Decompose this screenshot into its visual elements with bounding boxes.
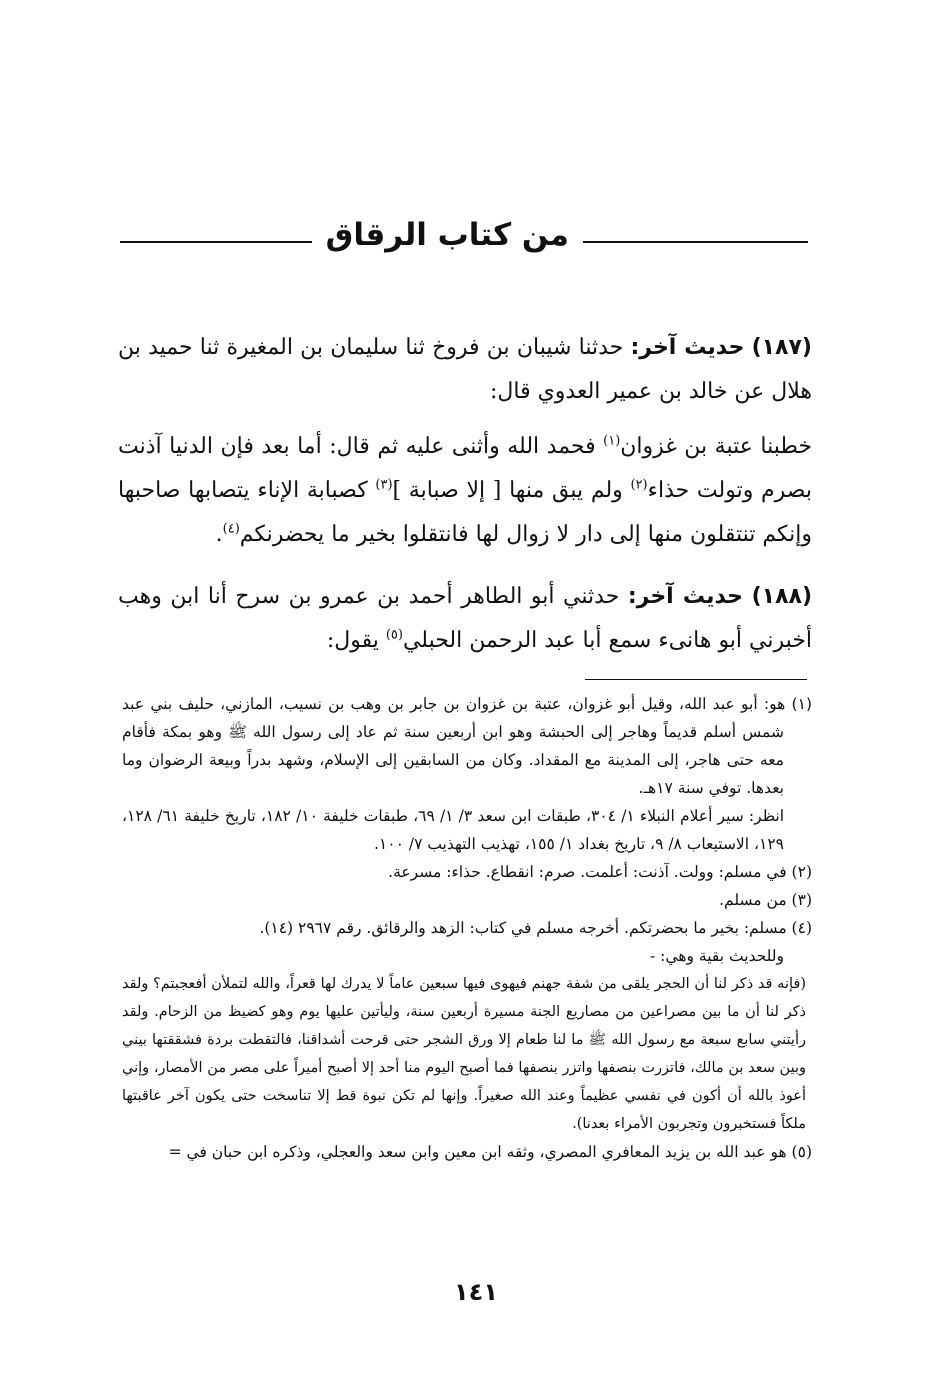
- matn-text-3: ولم يبق منها [ إلا صبابة ]: [392, 478, 631, 503]
- hadith-number: (١٨٧): [751, 335, 812, 360]
- hadith-187-matn: [118, 425, 812, 557]
- hadith-188-isnad: [118, 575, 812, 663]
- footnote-1-lead: (١) هو:: [763, 695, 812, 713]
- hadith-188: [118, 575, 812, 663]
- footnote-ref-4[interactable]: (٤): [222, 521, 240, 537]
- footnote-ref-2[interactable]: (٢): [630, 477, 648, 493]
- footnote-1: [122, 690, 812, 802]
- isnad-text-1: حدثني أبو الطاهر أحمد بن عمرو بن سرح أنا ابن وهب أخبرني أبو هانىء سمع أبا عبد الرحمن الحبلي: [118, 584, 812, 653]
- section-title: من كتاب الرقاق: [325, 217, 569, 253]
- hadith-187: [118, 326, 812, 414]
- matn-text-1: خطبنا عتبة بن غزوان: [620, 434, 812, 459]
- footnote-4-continuation: وللحديث بقية وهي: -: [650, 947, 784, 965]
- footnote-2: (٢) في مسلم: وولت. آذنت: أعلمت. صرم: انقطاع. حذاء: مسرعة.: [388, 863, 812, 881]
- footnote-3: (٣) من مسلم.: [719, 891, 812, 909]
- matn-text-2: فحمد الله وأثنى عليه ثم قال: أما بعد فإن الدنيا آذنت بصرم وتولت حذاء: [118, 434, 812, 503]
- header-rule-left: [120, 241, 312, 243]
- section-header: [120, 205, 808, 265]
- hadith-number: (١٨٨): [751, 584, 812, 609]
- footnote-ref-5[interactable]: (٥): [385, 627, 403, 643]
- page-number: ١٤١: [454, 1278, 498, 1306]
- isnad-text: حدثنا شيبان بن فروخ ثنا سليمان بن المغيرة ثنا حميد بن هلال عن خالد بن عمير العدوي قال:: [118, 335, 812, 404]
- hadith-label: حديث آخر:: [627, 584, 744, 609]
- hadith-187-isnad: [118, 326, 812, 414]
- footnote-4: (٤) مسلم: بخير ما بحضرتكم. أخرجه مسلم في كتاب: الزهد والرقائق. رقم ٢٩٦٧ (١٤).: [259, 919, 812, 937]
- footnotes: [122, 690, 812, 1166]
- header-rule-right: [583, 241, 808, 243]
- matn-paragraph: [118, 425, 812, 557]
- matn-text-4: كصبابة الإناء يتصابها صاحبها وإنكم تنتقلون منها إلى دار لا زوال لها فانتقلوا بخير ما يحضرنكم: [118, 478, 812, 547]
- isnad-text-2: يقول:: [326, 628, 386, 653]
- footnote-ref-1[interactable]: (١): [603, 433, 621, 449]
- footnote-1-refs: انظر: سير أعلام النبلاء ١/ ٣٠٤، طبقات ابن سعد ٣/ ١/ ٦٩، طبقات خليفة ١٠/ ١٨٢، تاريخ خليفة ٦١/ ١٢٨، ١٢٩، الاستيعاب ٨/ ٩، تاريخ بغداد ١/ ١٥٥، تهذيب التهذيب ٧/ ١٠٠.: [122, 807, 785, 853]
- footnote-4-quote: (فإنه قد ذكر لنا أن الحجر يلقى من شفة جهنم فيهوى فيها سبعين عاماً لا يدرك لها قعراً، والله لتملأن أفعجبتم؟ ولقد ذكر لنا أن ما بين مصراعين من مصاريع الجنة مسيرة أربعين سنة، وليأتين عليها يوم وهو كضيظ من الزحام. ولقد رأيتني سابع سبعة مع رسول الله ﷺ ما لنا طعام إلا ورق الشجر حتى قرحت أشداقنا، فالتقطت بردة فشققتها بيني وبين سعد بن مالك، فاتزرت بنصفها واتزر بنصفها فما أصبح اليوم منا أحد إلا أصبح أميراً على مصر من الأمصار، وإني أعوذ بالله أن أكون في نفسي عظيماً وعند الله صغيراً. وإنها لم تكن نبوة قط إلا تناسخت حتى يكون آخر عاقبتها ملكاً فستخبرون وتجربون الأمراء بعدنا).: [122, 976, 806, 1132]
- footnote-separator: [585, 679, 807, 680]
- footnote-ref-3[interactable]: (٣): [375, 477, 393, 493]
- hadith-label: حديث آخر:: [630, 335, 745, 360]
- footnote-1-text: أبو عبد الله، وقيل أبو غزوان، عتبة بن غزوان بن جابر بن وهب بن نسيب، المازني، حليف بني عبد شمس أسلم قديماً وهاجر إلى الحبشة وهو ابن أربعين سنة ثم عاد إلى رسول الله ﷺ وهو بمكة فأقام معه حتى هاجر، إلى المدينة مع المقداد. وكان من السابقين إلى الإسلام، وشهد بدراً وبيعة الرضوان وما بعدها. توفي سنة ١٧هـ.: [122, 695, 784, 797]
- matn-end: .: [215, 522, 223, 547]
- footnote-5: (٥) هو عبد الله بن يزيد المعافري المصري، وثقه ابن معين وابن سعد والعجلي، وذكره ابن حبان في =: [168, 1143, 812, 1161]
